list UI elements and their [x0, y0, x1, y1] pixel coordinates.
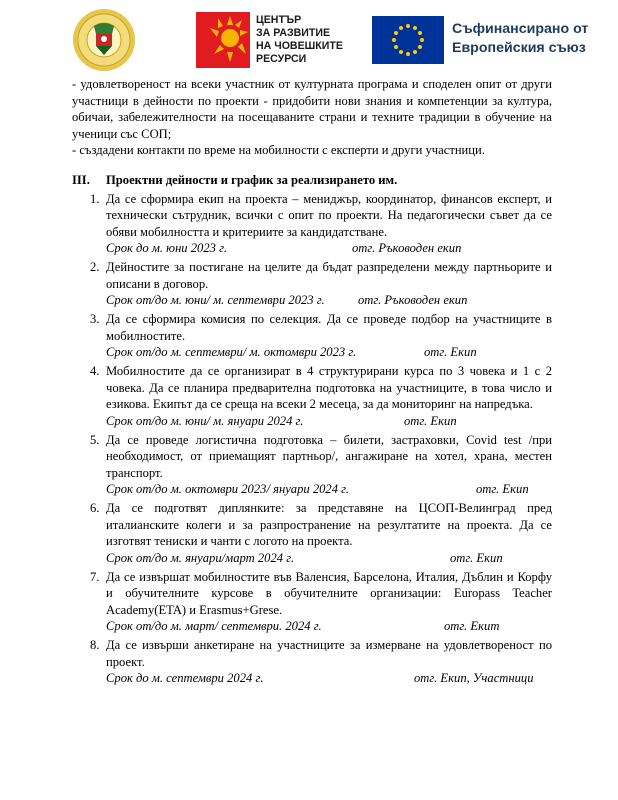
item-schedule — [106, 292, 552, 309]
item-schedule — [106, 618, 552, 635]
page-header — [0, 0, 618, 78]
item-deadline: Срок от/до м. януари/март 2024 г. — [106, 550, 295, 565]
item-text: Да се проведе логистична подготовка – билети, застраховки, Covid test /при необходимост, от приемащият партньор/, ангажиране на хотел, храна, местен транспорт. — [106, 432, 552, 480]
section-number: III. — [72, 172, 90, 187]
item-schedule — [106, 240, 552, 257]
item-responsible: отг. Ръководен екип — [358, 293, 468, 307]
item-deadline: Срок от/до м. март/ септември. 2024 г. — [106, 619, 322, 633]
intro-paragraph: - удовлетвореност на всеки участник от културната програма и споделен опит от други участници в дейности по проекти - придобити нови знания и компетенции за култура, обичаи, забележителности на посещаваните страни и техните традиции в обучение на ученици със СОП; — [72, 77, 552, 141]
item-responsible: отг. Екип — [450, 550, 503, 565]
item-schedule — [106, 670, 552, 687]
item-schedule — [106, 344, 552, 361]
eu-text-line-2: Европейския съюз — [452, 40, 586, 56]
item-responsible: отг. Екип — [404, 413, 457, 428]
item-deadline: Срок до м. септември 2024 г. — [106, 671, 264, 685]
activity-list — [72, 191, 552, 688]
item-number: 8. — [90, 638, 100, 652]
eu-text-line-1: Съфинансирано от — [452, 21, 589, 37]
document-body — [72, 76, 552, 689]
list-item — [72, 637, 552, 687]
eu-flag-icon — [372, 16, 444, 64]
item-responsible: отг. Екип — [424, 345, 477, 359]
item-text: Да се сформира екип на проекта – мениджър, координатор, финансов експерт, и технически сътрудник, всички с опит по проекти. На педагогически съвет да се обяви мобилността и критериите за кандидатстване. — [106, 191, 552, 239]
item-text: Дейностите за постигане на целите да бъдат разпределени между партньорите и описани в договор. — [106, 260, 552, 291]
item-number: 7. — [90, 569, 100, 584]
list-item — [72, 311, 552, 361]
eu-cofunded-logo — [372, 16, 608, 64]
hrdc-logo — [196, 12, 364, 68]
hrdc-line-4: РЕСУРСИ — [256, 53, 307, 65]
item-text: Да се сформира комисия по селекция. Да се проведе подбор на участниците в мобилностите. — [106, 312, 552, 343]
item-deadline: Срок от/до м. юни/ м. септември 2023 г. — [106, 293, 325, 307]
item-schedule — [106, 481, 552, 498]
item-schedule — [106, 550, 552, 567]
hrdc-line-2: ЗА РАЗВИТИЕ — [256, 27, 331, 39]
item-responsible: отг. Екип — [476, 482, 529, 496]
item-number: 3. — [90, 312, 100, 326]
section-title: Проектни дейности и график за реализирането им. — [106, 172, 398, 187]
list-item — [72, 259, 552, 309]
item-responsible: отг. Екип, Участници — [414, 671, 534, 685]
list-item — [72, 500, 552, 567]
list-item — [72, 569, 552, 636]
item-deadline: Срок от/до м. октомври 2023/ януари 2024 г. — [106, 482, 350, 496]
list-item — [72, 432, 552, 499]
item-text: Мобилностите да се организират в 4 структурирани курса по 3 човека и 1 с 2 човека. Да се планира предварителна подготовка на участниците, в това число и езикова. Екипът да се среща на всеки 2 месеца, за да мониторинг на напредъка. — [106, 364, 552, 411]
hrdc-line-1: ЦЕНТЪР — [256, 14, 302, 26]
item-number: 5. — [90, 432, 100, 447]
hrdc-line-3: НА ЧОВЕШКИТЕ — [256, 40, 343, 52]
item-deadline: Срок до м. юни 2023 г. — [106, 241, 227, 255]
item-responsible: отг. Ръководен екип — [352, 241, 462, 255]
item-deadline: Срок от/до м. септември/ м. октомври 2023 г. — [106, 345, 357, 359]
item-text: Да се извършат мобилностите във Валенсия, Барселона, Италия, Дъблин и Корфу и обучителните курсове в обучителните организации: Europass Teacher Academy(ETA) и Erasmus+Grese. — [106, 569, 552, 617]
item-responsible: отг. Екит — [444, 619, 500, 633]
list-item — [72, 363, 552, 430]
item-number: 2. — [90, 260, 100, 274]
intro-paragraph: - създадени контакти по време на мобилности с експерти и други участници. — [72, 143, 485, 157]
school-seal-logo — [72, 8, 136, 72]
item-deadline: Срок от/до м. юни/ м. януари 2024 г. — [106, 413, 304, 428]
item-schedule — [106, 413, 552, 430]
item-text: Да се извърши анкетиране на участниците за измерване на удовлетвореност по проект. — [106, 638, 552, 669]
item-text: Да се подготвят диплянките: за представяне на ЦСОП-Велинград пред италианските колеги и за разпространение на резултатите на проекта. Да се изготвят тениски и чанти с логото на проекта. — [106, 501, 552, 548]
section-heading — [72, 172, 552, 189]
item-number: 1. — [90, 191, 100, 206]
list-item — [72, 191, 552, 258]
item-number: 4. — [90, 364, 100, 378]
item-number: 6. — [90, 501, 100, 515]
sun-icon — [196, 12, 250, 68]
